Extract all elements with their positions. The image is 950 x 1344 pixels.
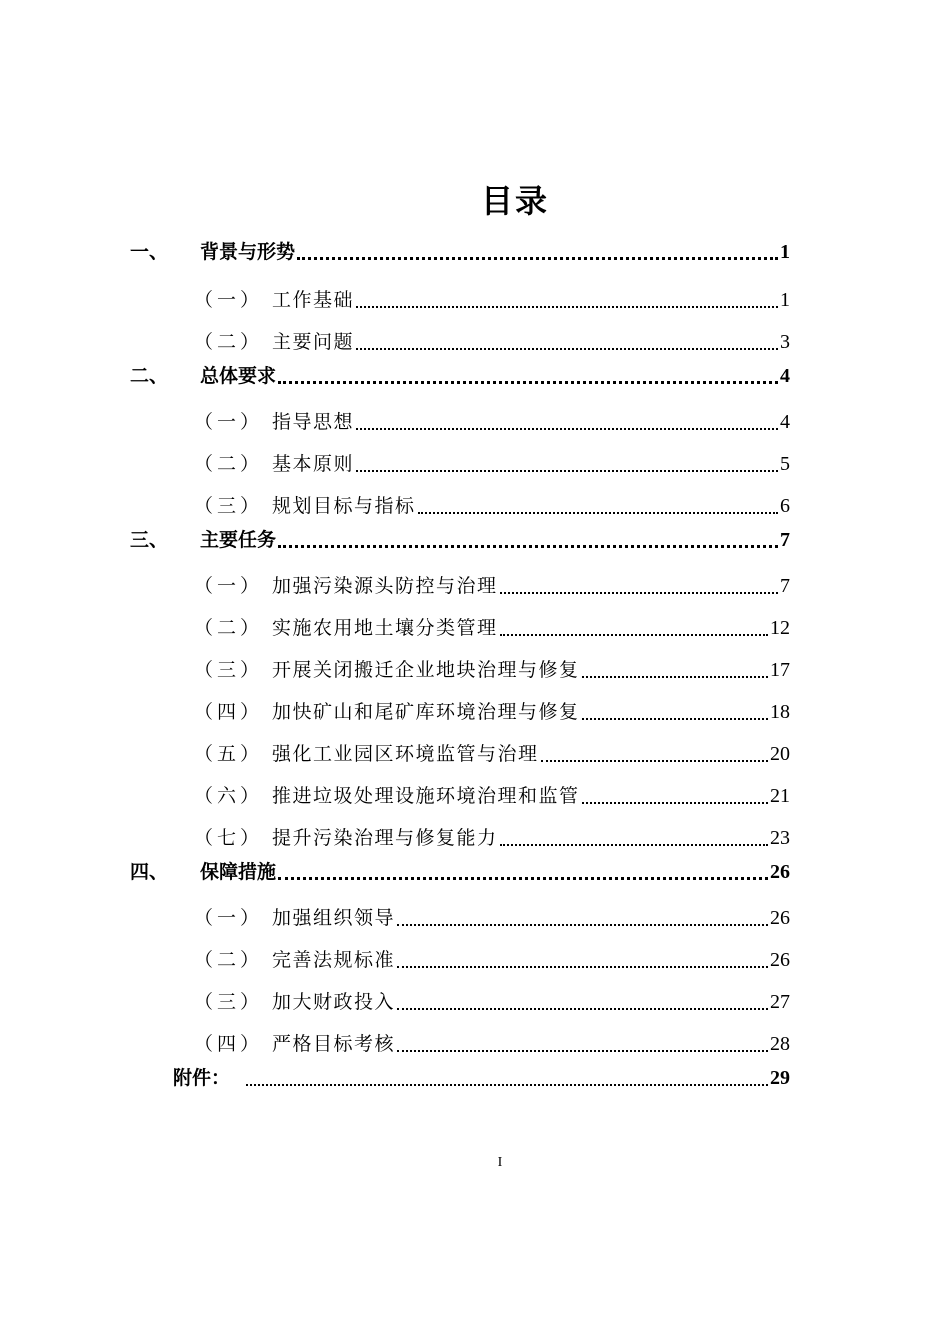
toc-entry[interactable] — [130, 738, 790, 766]
toc-entry-title: 基本原则 — [272, 453, 355, 475]
toc-entry[interactable] — [130, 326, 790, 354]
toc-entry-page: 6 — [780, 495, 790, 517]
toc-entry-page: 26 — [770, 907, 790, 929]
page-title: 目录 — [480, 182, 549, 220]
toc-entry[interactable] — [130, 570, 790, 598]
toc-dot-leader — [582, 675, 768, 678]
toc-entry[interactable] — [130, 1028, 790, 1056]
toc-entry[interactable] — [130, 822, 790, 850]
toc-dot-leader — [582, 801, 768, 804]
toc-entry-number: 二、 — [130, 365, 169, 387]
toc-dot-leader — [297, 256, 778, 260]
toc-entry-title: 主要问题 — [272, 331, 355, 353]
toc-entry-title: 严格目标考核 — [272, 1033, 396, 1055]
toc-entry-title: 加大财政投入 — [272, 991, 396, 1013]
toc-dot-leader — [397, 923, 768, 926]
toc-entry-title: 加强组织领导 — [272, 907, 396, 929]
toc-dot-leader — [500, 591, 778, 594]
toc-entry-number: （二） — [194, 617, 264, 639]
toc-entry-number: （三） — [194, 659, 264, 681]
toc-entry-number: （七） — [194, 827, 264, 849]
toc-entry[interactable] — [130, 944, 790, 972]
toc-entry-page: 26 — [770, 861, 790, 883]
toc-entry[interactable] — [130, 284, 790, 312]
toc-entry-number: （五） — [194, 743, 264, 765]
toc-entry-page: 1 — [780, 241, 790, 263]
toc-entry[interactable] — [130, 986, 790, 1014]
toc-entry-page: 17 — [770, 659, 790, 681]
toc-entry-number: （一） — [194, 289, 264, 311]
toc-entry-page: 12 — [770, 617, 790, 639]
toc-entry-page: 20 — [770, 743, 790, 765]
toc-entry-appendix[interactable] — [173, 1062, 790, 1090]
toc-dot-leader — [278, 876, 768, 880]
toc-dot-leader — [397, 965, 768, 968]
toc-entry-page: 1 — [780, 289, 790, 311]
toc-entry-page: 7 — [780, 575, 790, 597]
toc-entry-title: 规划目标与指标 — [272, 495, 416, 517]
toc-entry-number: （三） — [194, 495, 264, 517]
toc-entry-page: 23 — [770, 827, 790, 849]
toc-dot-leader — [418, 511, 778, 514]
toc-entry-title: 主要任务 — [200, 529, 277, 551]
toc-entry-page: 26 — [770, 949, 790, 971]
toc-entry-page: 4 — [780, 411, 790, 433]
toc-entry-title: 保障措施 — [200, 861, 277, 883]
toc-entry-page: 5 — [780, 453, 790, 475]
toc-entry-number: （一） — [194, 411, 264, 433]
toc-entry[interactable] — [130, 612, 790, 640]
toc-entry-number: 一、 — [130, 241, 169, 263]
toc-dot-leader — [356, 347, 778, 350]
toc-entry-title: 实施农用地土壤分类管理 — [272, 617, 498, 639]
toc-entry-number: （四） — [194, 701, 264, 723]
toc-dot-leader — [582, 717, 768, 720]
toc-dot-leader — [500, 633, 768, 636]
toc-dot-leader — [541, 759, 768, 762]
toc-dot-leader — [356, 305, 778, 308]
toc-entry[interactable] — [130, 448, 790, 476]
toc-entry-title: 指导思想 — [272, 411, 355, 433]
toc-entry-number: （二） — [194, 453, 264, 475]
toc-entry-title: 完善法规标准 — [272, 949, 396, 971]
toc-entry[interactable] — [130, 856, 790, 884]
toc-entry-title: 开展关闭搬迁企业地块治理与修复 — [272, 659, 580, 681]
toc-entry-number: （六） — [194, 785, 264, 807]
toc-dot-leader — [500, 843, 768, 846]
toc-dot-leader — [278, 380, 778, 384]
toc-dot-leader — [397, 1049, 768, 1052]
toc-entry[interactable] — [130, 902, 790, 930]
toc-entry-title: 工作基础 — [272, 289, 355, 311]
toc-entry-page: 4 — [780, 365, 790, 387]
toc-entry-title: 提升污染治理与修复能力 — [272, 827, 498, 849]
toc-dot-leader — [356, 427, 778, 430]
toc-entry-page: 28 — [770, 1033, 790, 1055]
toc-entry-number: 三、 — [130, 529, 169, 551]
toc-entry[interactable] — [130, 236, 790, 264]
toc-entry-number: （三） — [194, 991, 264, 1013]
toc-entry-title: 加快矿山和尾矿库环境治理与修复 — [272, 701, 580, 723]
toc-dot-leader — [356, 469, 778, 472]
toc-entry-number: （二） — [194, 949, 264, 971]
toc-entry[interactable] — [130, 406, 790, 434]
toc-entry-title: 总体要求 — [200, 365, 277, 387]
toc-entry-page: 21 — [770, 785, 790, 807]
toc-entry-number: （一） — [194, 907, 264, 929]
toc-entry[interactable] — [130, 654, 790, 682]
toc-entry[interactable] — [130, 490, 790, 518]
toc-entry-page: 29 — [770, 1067, 790, 1089]
toc-entry-number: （一） — [194, 575, 264, 597]
toc-entry-title: 强化工业园区环境监管与治理 — [272, 743, 539, 765]
toc-dot-leader — [278, 544, 778, 548]
toc-entry-title: 背景与形势 — [200, 241, 296, 263]
toc-dot-leader — [246, 1083, 768, 1086]
toc-entry-title: 附件： — [173, 1067, 231, 1089]
toc-entry-number: （二） — [194, 331, 264, 353]
toc-entry-page: 27 — [770, 991, 790, 1013]
toc-entry[interactable] — [130, 780, 790, 808]
toc-entry[interactable] — [130, 696, 790, 724]
toc-entry[interactable] — [130, 360, 790, 388]
toc-entry-page: 18 — [770, 701, 790, 723]
page-number: I — [497, 1155, 503, 1170]
toc-entry-number: （四） — [194, 1033, 264, 1055]
toc-entry[interactable] — [130, 524, 790, 552]
toc-entry-page: 7 — [780, 529, 790, 551]
toc-entry-number: 四、 — [130, 861, 169, 883]
toc-entry-title: 加强污染源头防控与治理 — [272, 575, 498, 597]
toc-entry-page: 3 — [780, 331, 790, 353]
toc-dot-leader — [397, 1007, 768, 1010]
toc-entry-title: 推进垃圾处理设施环境治理和监管 — [272, 785, 580, 807]
